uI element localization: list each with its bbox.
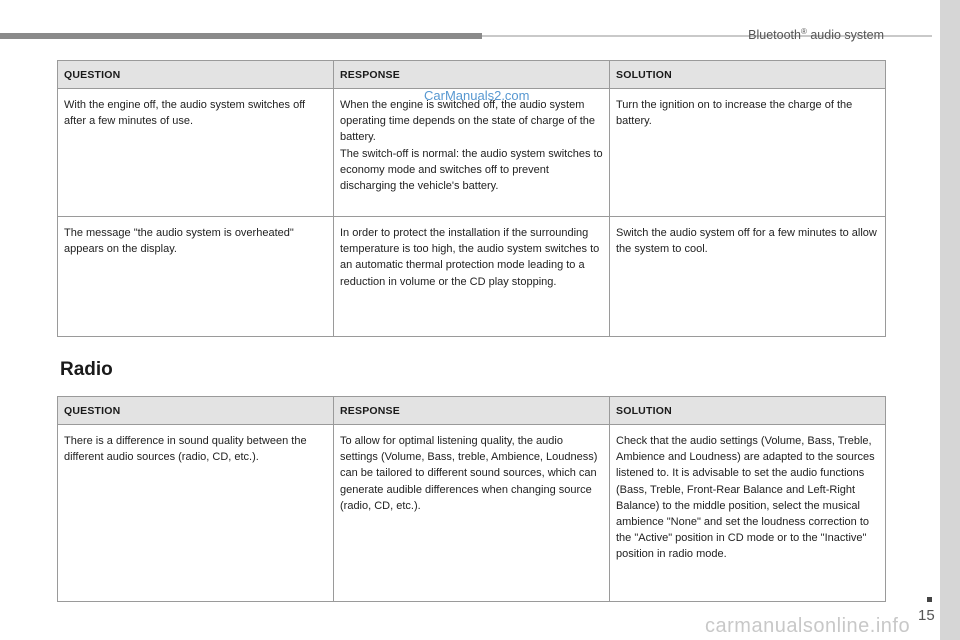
response-paragraph: The switch-off is normal: the audio system switches to economy mode and switches off to prevent discharging the vehicle's battery.	[340, 147, 603, 193]
table-row	[58, 217, 886, 337]
troubleshooting-table-radio	[57, 396, 886, 602]
solution-cell: Check that the audio settings (Volume, Bass, Treble, Ambience and Loudness) are adapted to the sources listened to. It is advisable to set the audio functions (Bass, Treble, Front-Rear Balance and Left-Right Balance) to the middle position, select the musical ambience "None" and set the loudness correction to the "Active" position in CD mode or to the "Inactive" position in radio mode.	[610, 425, 886, 602]
page-side-strip	[940, 0, 960, 640]
question-cell: There is a difference in sound quality between the different audio sources (radio, CD, etc.).	[58, 425, 334, 602]
watermark-bottom: carmanualsonline.info	[705, 615, 911, 637]
column-header-question: QUESTION	[58, 397, 334, 425]
question-cell: The message "the audio system is overheated" appears on the display.	[58, 217, 334, 337]
column-header-response: RESPONSE	[334, 61, 610, 89]
table-header-row	[58, 61, 886, 89]
header-title-suffix: audio system	[806, 28, 884, 43]
response-cell: In order to protect the installation if the surrounding temperature is too high, the audio system switches to an automatic thermal protection mode leading to a reduction in volume or the CD play stopping.	[334, 217, 610, 337]
question-cell: With the engine off, the audio system switches off after a few minutes of use.	[58, 89, 334, 217]
table-row	[58, 425, 886, 602]
column-header-response: RESPONSE	[334, 397, 610, 425]
response-cell	[334, 89, 610, 217]
page-number: 15	[918, 607, 935, 624]
solution-cell: Switch the audio system off for a few minutes to allow the system to cool.	[610, 217, 886, 337]
page-header-title	[748, 27, 884, 42]
solution-cell: Turn the ignition on to increase the charge of the battery.	[610, 89, 886, 217]
column-header-solution: SOLUTION	[610, 397, 886, 425]
column-header-solution: SOLUTION	[610, 61, 886, 89]
section-title-radio: Radio	[60, 359, 113, 380]
header-title-registered-mark: ®	[800, 27, 807, 36]
header-title-text: Bluetooth	[748, 28, 801, 43]
response-paragraph: When the engine is switched off, the audio system operating time depends on the state of charge of the battery.	[340, 99, 596, 144]
table-header-row	[58, 397, 886, 425]
continuation-marker	[927, 597, 932, 602]
column-header-question: QUESTION	[58, 61, 334, 89]
table-row	[58, 89, 886, 217]
response-cell: To allow for optimal listening quality, the audio settings (Volume, Bass, treble, Ambience, Loudness) can be tailored to different sound sources, which can generate audible differences when changing source (radio, CD, etc.).	[334, 425, 610, 602]
watermark-top: CarManuals2.com	[424, 88, 530, 103]
header-rule-dark	[0, 33, 482, 39]
